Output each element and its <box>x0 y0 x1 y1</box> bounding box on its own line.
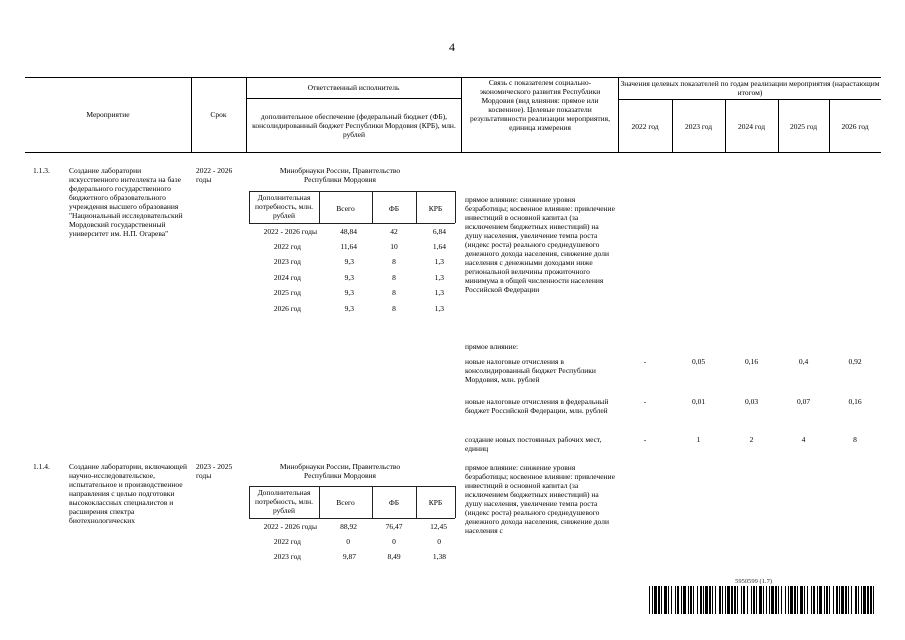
indicator-value: - <box>643 435 647 444</box>
fin-head-need: Дополнительная потребность, млн. рублей <box>254 193 314 220</box>
fin-row-total: 48,84 <box>340 227 357 236</box>
fin-row-krb: 1,3 <box>434 257 444 266</box>
fin-row-fb: 8 <box>392 257 396 266</box>
fin-row-total: 9,87 <box>342 552 356 561</box>
item-responsible: Минобрнауки России, Правительство Республики Мордовия <box>279 166 401 184</box>
year-2024: 2024 год <box>737 122 766 131</box>
fin-row-krb: 1,38 <box>432 552 446 561</box>
fin-row-label: 2026 год <box>273 304 301 313</box>
indicator-value: 1 <box>696 435 701 444</box>
fin-row-krb: 0 <box>437 537 441 546</box>
direct-influence-label: прямое влияние: <box>465 342 519 351</box>
header-term: Срок <box>210 110 227 119</box>
item-title: Создание лаборатории, включающей научно-исследовательское, испытательное и производственное направления с целью подготовки высококлассных специалистов и расширения спектра биотехнологических <box>69 462 188 525</box>
item-number: 1.1.3. <box>33 166 50 175</box>
fin-row-krb: 12,45 <box>430 522 447 531</box>
header-measure: Мероприятие <box>86 110 130 119</box>
year-2026: 2026 год <box>841 122 869 131</box>
fin-row-label: 2022 - 2026 годы <box>263 522 317 531</box>
header-values: Значения целевых показателей по годам реализации мероприятия (нарастающим итогом) <box>620 79 880 97</box>
fin-row-fb: 76,47 <box>385 522 403 531</box>
indicator-value: 0,01 <box>691 397 706 406</box>
fin-row-fb: 8,49 <box>387 552 401 561</box>
fin-row-total: 0 <box>346 537 350 546</box>
fin-row-fb: 8 <box>392 304 396 313</box>
fin-head-fb: ФБ <box>388 204 400 213</box>
barcode-number: 5950599 (1.7) <box>735 578 772 585</box>
page-number: 4 <box>449 40 455 54</box>
indicator-value: 0,03 <box>744 397 759 406</box>
header-responsible-sub: дополнительное обеспечение (федеральный бюджет (ФБ), консолидированный бюджет Республики Мордовия (КРБ), млн. рублей <box>252 112 456 139</box>
fin-row-label: 2023 год <box>273 552 301 561</box>
header-responsible: Ответственный исполнитель <box>307 83 400 92</box>
indicator-value: 0,16 <box>744 357 759 366</box>
header-top-rule <box>25 77 881 78</box>
item-responsible: Минобрнауки России, Правительство Республики Мордовия <box>279 462 401 480</box>
fin-row-label: 2024 год <box>273 273 301 282</box>
values-divider <box>618 99 881 100</box>
indicator-text: создание новых постоянных рабочих мест, единиц <box>465 435 602 453</box>
fin-row-krb: 1,64 <box>432 242 446 251</box>
indicator-value: - <box>643 397 647 406</box>
indicator-value: 2 <box>749 435 754 444</box>
fin-row-krb: 1,3 <box>434 304 444 313</box>
year-2022: 2022 год <box>631 122 659 131</box>
indicator-value: 0,05 <box>691 357 706 366</box>
header-bottom-rule <box>25 152 881 153</box>
fin-row-label: 2022 год <box>273 537 301 546</box>
influence-text: прямое влияние: снижение уровня безработицы; косвенное влияние: привлечение инвестиций в основной капитал (за исключением бюджетных инвестиций) на душу населения, увеличение темпа роста (индекс роста) реального среднедушевого денежного дохода населения, снижение доли населения с денежными доходами ниже региональной величины прожиточного минимума в общей численности населения Российской Федерации <box>465 195 615 294</box>
indicator-value: 0,16 <box>848 397 862 406</box>
fin-row-fb: 0 <box>392 537 396 546</box>
fin-head-total: Всего <box>336 498 355 507</box>
indicator-value: 4 <box>801 435 806 444</box>
indicator-text: новые налоговые отчисления в консолидированный бюджет Республики Мордовия, млн. рублей <box>465 357 596 384</box>
indicator-value: 8 <box>853 435 857 444</box>
item-term: 2023 - 2025 годы <box>196 462 233 480</box>
item-title: Создание лаборатории искусственного интеллекта на базе федерального государственного бюджетного образовательного учреждения высшего образования "Национальный исследовательский Мордовский государственный университет им. Н.П. Огарева" <box>69 166 183 238</box>
influence-text: прямое влияние: снижение уровня безработицы; косвенное влияние: привлечение инвестиций в основной капитал (за исключением бюджетных инвестиций) на душу населения, увеличение темпа роста (индекс роста) реального среднедушевого денежного дохода населения, снижение доли населения с <box>465 463 615 535</box>
fin-row-total: 88,92 <box>340 522 357 531</box>
fin-row-label: 2022 - 2026 годы <box>263 227 317 236</box>
fin-head-krb: КРБ <box>428 498 443 507</box>
fin-row-total: 9,3 <box>344 288 354 297</box>
fin-head-fb: ФБ <box>388 498 400 507</box>
item-number: 1.1.4. <box>33 462 50 471</box>
barcode-image <box>649 586 876 614</box>
fin-row-fb: 42 <box>390 227 398 236</box>
fin-row-krb: 1,3 <box>434 288 444 297</box>
header-link: Связь с показателем социально-экономического развития Республики Мордовия (вид влияния: прямое или косвенное). Целевые показатели результативности реализации мероприятия, единица измерения <box>469 78 610 132</box>
fin-head-need: Дополнительная потребность, млн. рублей <box>254 488 314 515</box>
fin-row-total: 9,3 <box>344 273 354 282</box>
fin-row-total: 9,3 <box>344 304 354 313</box>
fin-row-krb: 6,84 <box>432 227 446 236</box>
fin-row-fb: 10 <box>390 242 398 251</box>
fin-row-total: 9,3 <box>344 257 354 266</box>
fin-head-total: Всего <box>336 204 355 213</box>
fin-row-krb: 1,3 <box>434 273 444 282</box>
indicator-value: - <box>643 357 647 366</box>
year-2025: 2025 год <box>789 122 818 131</box>
indicator-value: 0,4 <box>798 357 809 366</box>
indicator-value: 0,07 <box>796 397 811 406</box>
fin-row-label: 2023 год <box>273 257 301 266</box>
fin-row-label: 2022 год <box>273 242 301 251</box>
fin-head-krb: КРБ <box>428 204 443 213</box>
indicator-text: новые налоговые отчисления в федеральный бюджет Российской Федерации, млн. рублей <box>465 397 609 415</box>
year-2023: 2023 год <box>684 122 713 131</box>
responsible-divider <box>246 98 461 99</box>
fin-row-total: 11,64 <box>340 242 357 251</box>
fin-row-fb: 8 <box>392 288 396 297</box>
item-term: 2022 - 2026 годы <box>196 166 233 184</box>
fin-row-label: 2025 год <box>273 288 301 297</box>
indicator-value: 0,92 <box>848 357 862 366</box>
fin-row-fb: 8 <box>392 273 396 282</box>
